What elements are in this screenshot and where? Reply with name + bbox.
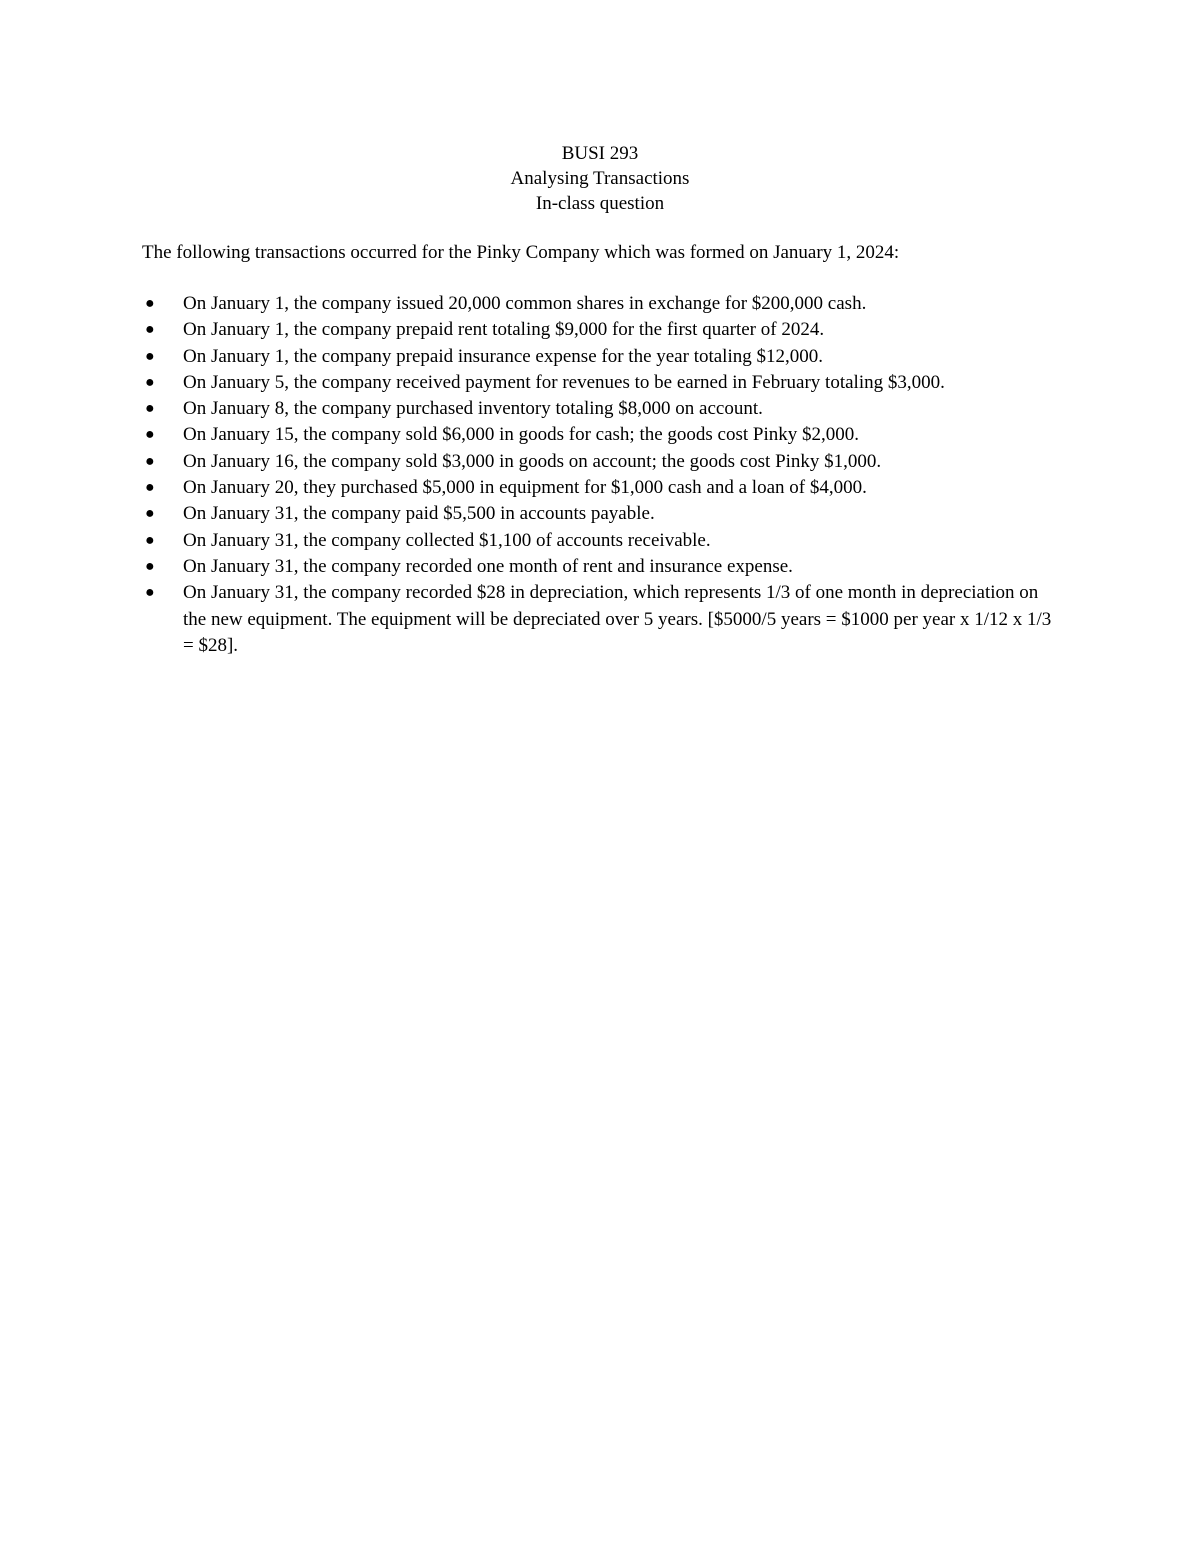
document-subtitle: In-class question [535,193,665,214]
bullet-icon: ● [145,452,155,470]
transaction-text: On January 1, the company issued 20,000 common shares in exchange for $200,000 cash. [183,293,867,314]
bullet-icon: ● [145,347,155,365]
transaction-text: On January 8, the company purchased inventory totaling $8,000 on account. [183,398,763,420]
list-item [142,422,1062,448]
list-item [142,580,1062,659]
transaction-text: On January 31, the company collected $1,100 of accounts receivable. [183,529,711,551]
bullet-icon: ● [145,557,155,575]
document-header [0,141,1200,216]
bullet-icon: ● [145,295,155,312]
list-item [142,370,1062,396]
list-item [142,501,1062,527]
intro-paragraph: The following transactions occurred for the Pinky Company which was formed on January 1, 2024: [142,242,900,263]
list-item [142,396,1062,422]
transaction-text: On January 20, they purchased $5,000 in equipment for $1,000 cash and a loan of $4,000. [183,477,867,499]
transaction-text: On January 31, the company paid $5,500 in accounts payable. [183,503,655,525]
transaction-list [142,291,1062,659]
course-code: BUSI 293 [561,143,639,164]
bullet-icon: ● [145,426,155,444]
document-title: Analysing Transactions [510,168,690,189]
bullet-icon: ● [145,505,155,523]
transaction-text: On January 15, the company sold $6,000 in goods for cash; the goods cost Pinky $2,000. [183,424,860,446]
list-item [142,344,1062,370]
bullet-icon: ● [145,321,155,339]
list-item [142,317,1062,343]
bullet-icon: ● [145,400,155,418]
transaction-text: On January 5, the company received payment for revenues to be earned in February totaling $3,000. [183,371,945,393]
bullet-icon: ● [145,373,155,391]
transaction-text: On January 31, the company recorded one month of rent and insurance expense. [183,555,793,577]
transaction-text: On January 1, the company prepaid rent totaling $9,000 for the first quarter of 2024. [183,319,825,341]
bullet-icon: ● [145,584,155,602]
bullet-icon: ● [145,531,155,549]
transaction-text: On January 16, the company sold $3,000 in goods on account; the goods cost Pinky $1,000. [183,450,882,472]
bullet-icon: ● [145,479,155,497]
list-item [142,291,1062,317]
transaction-text: On January 1, the company prepaid insurance expense for the year totaling $12,000. [183,345,823,367]
list-item [142,475,1062,501]
list-item [142,528,1062,554]
list-item [142,449,1062,475]
transaction-text: On January 31, the company recorded $28 in depreciation, which represents 1/3 of one month in depreciation on the new equipment. The equipment will be depreciated over 5 years. [$5000/5 years = $1000 per year x 1/12 x 1/3 = $28]. [183,582,1052,656]
list-item [142,554,1062,580]
